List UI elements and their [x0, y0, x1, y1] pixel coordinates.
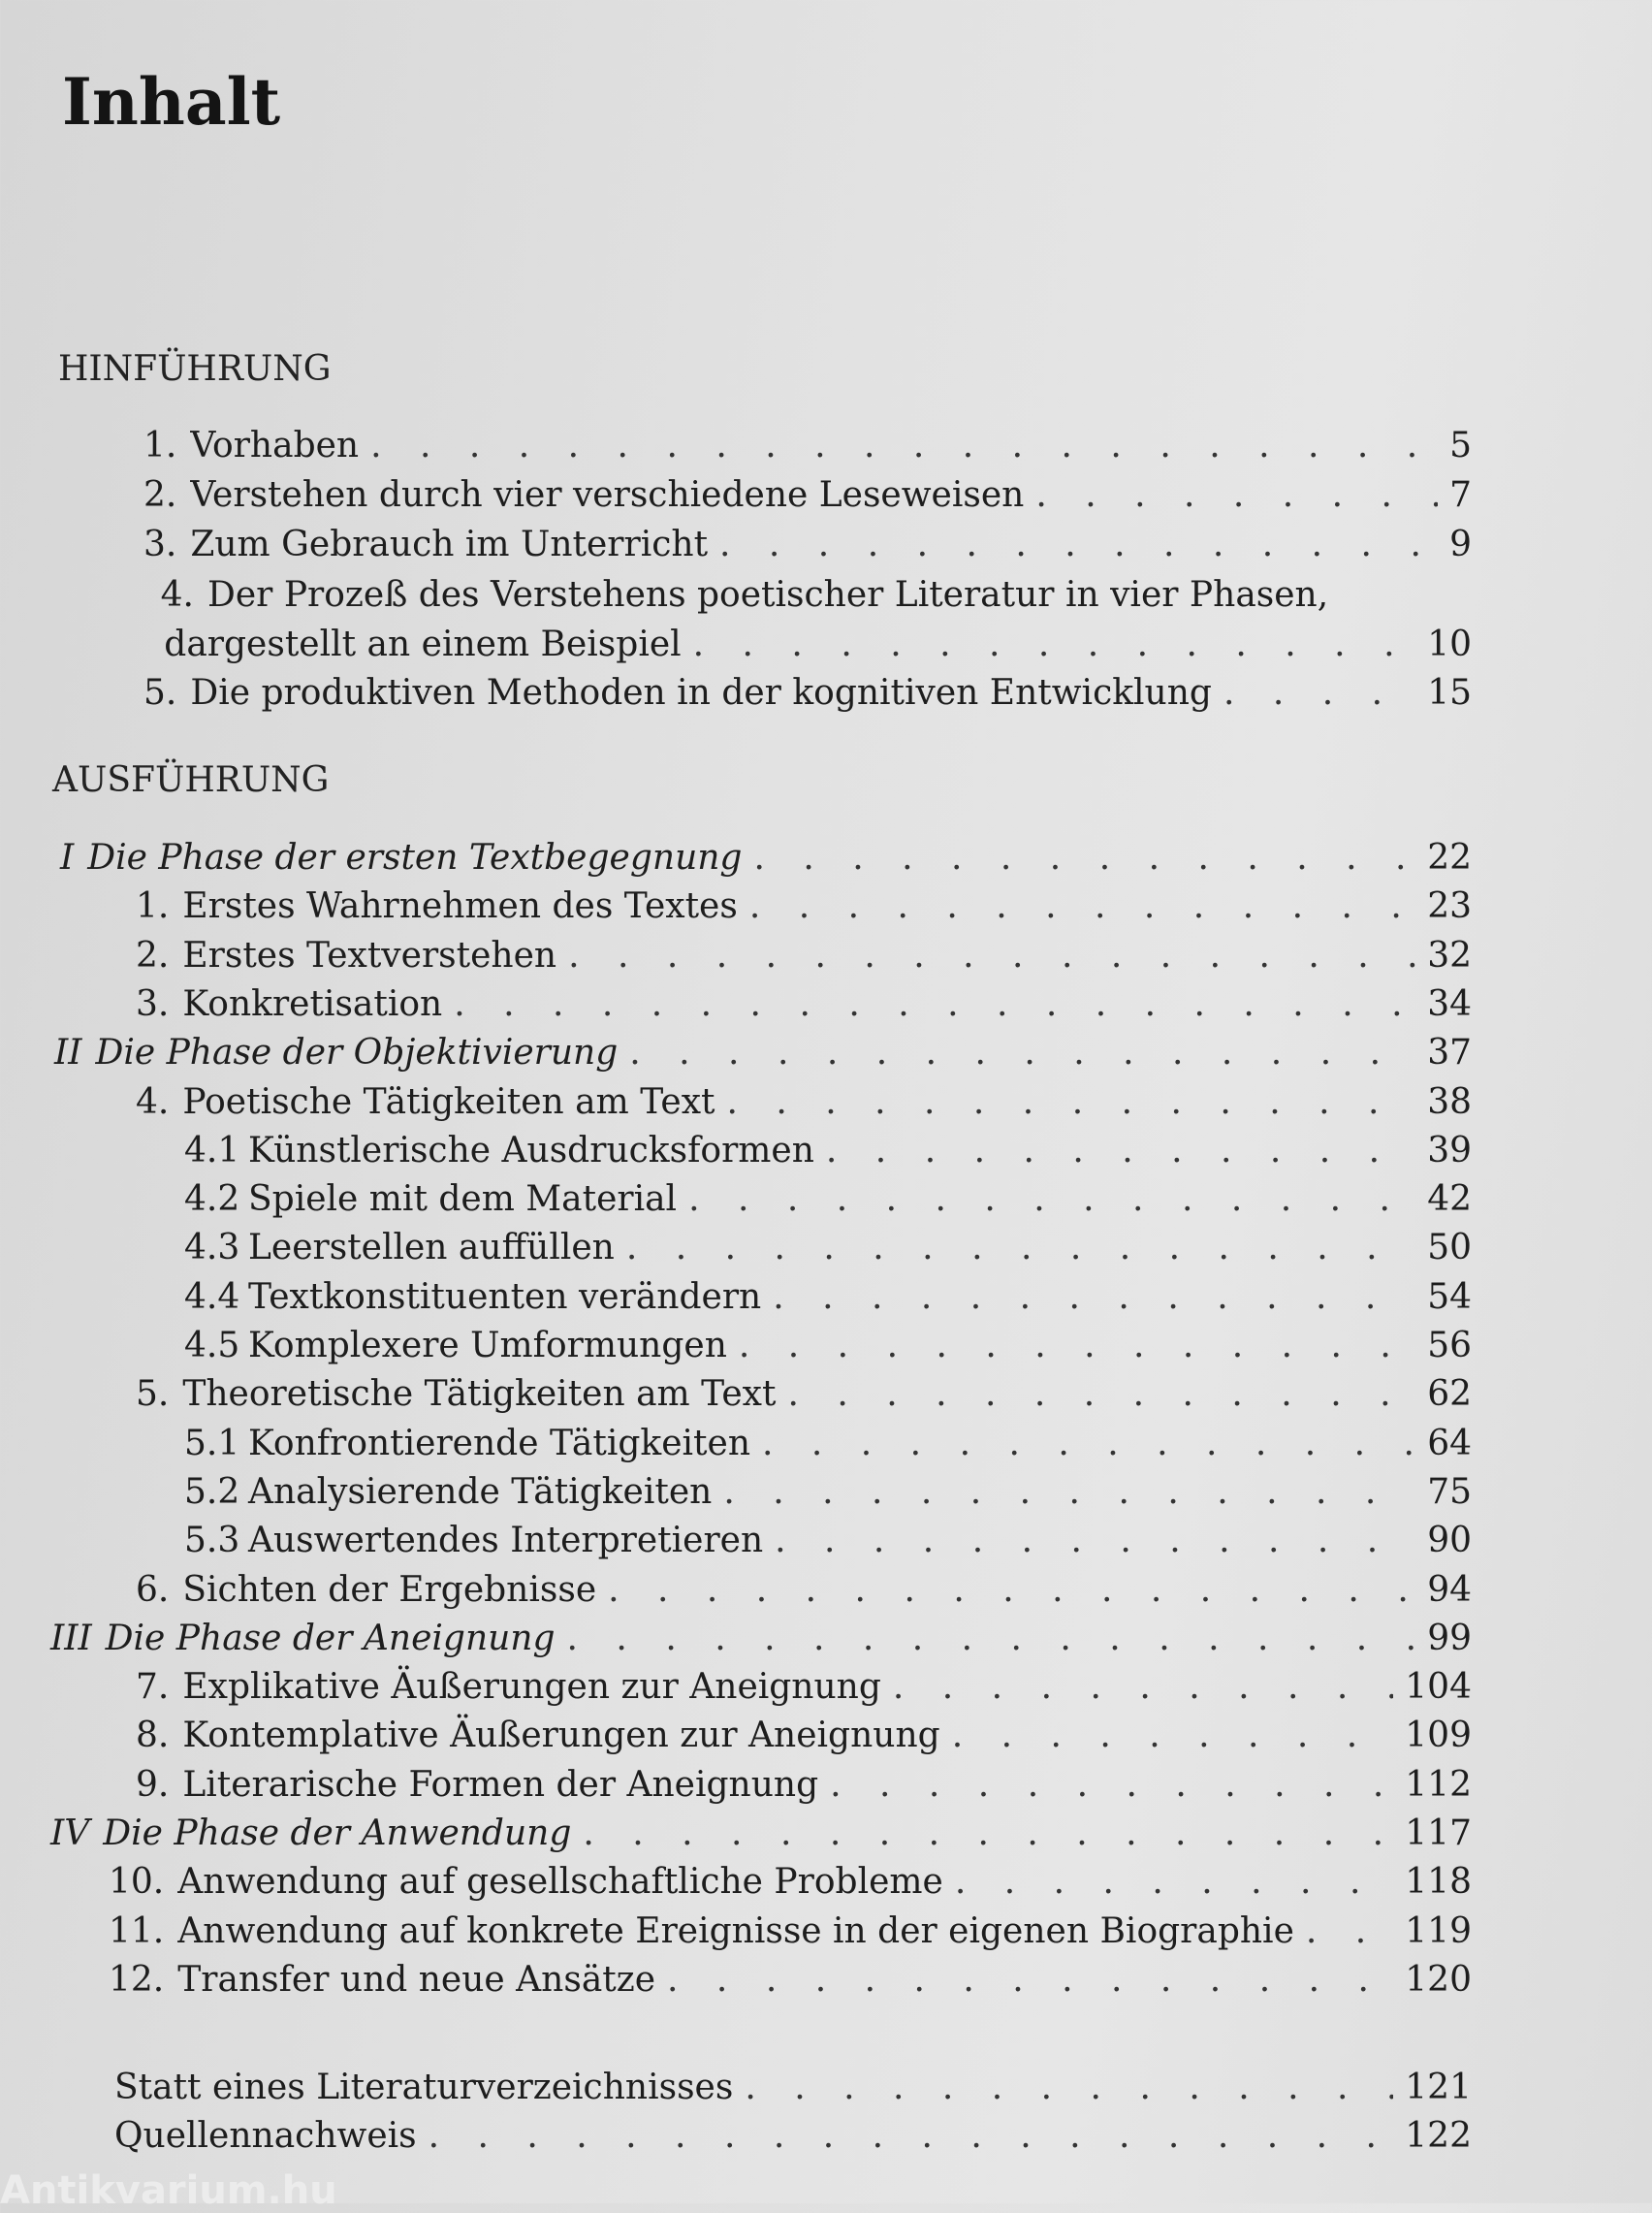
entry-label: Anwendung auf konkrete Ereignisse in der eigenen Biographie — [177, 1911, 1294, 1951]
dot-leader — [826, 1127, 1415, 1175]
dot-leader — [1306, 1908, 1393, 1956]
toc-entry[interactable] — [136, 1663, 1472, 1712]
dot-leader — [762, 1420, 1415, 1468]
entry-number: 2. — [143, 475, 177, 515]
entry-label: Anwendung auf gesellschaftliche Probleme — [177, 1862, 943, 1902]
entry-number: 4.4 — [184, 1277, 240, 1317]
entry-label: Konfrontierende Tätigkeiten — [248, 1424, 751, 1463]
dot-leader — [955, 1858, 1393, 1907]
entry-number: 8. — [136, 1716, 170, 1755]
entry-page: 10 — [1427, 625, 1472, 664]
entry-number: 5.3 — [184, 1521, 240, 1560]
dot-leader — [608, 1566, 1415, 1615]
toc-entry[interactable] — [184, 1224, 1472, 1272]
entry-label: Sichten der Ergebnisse — [182, 1570, 597, 1610]
entry-number: 4.3 — [184, 1228, 240, 1267]
entry-label: Die Phase der Anwendung — [103, 1813, 572, 1853]
entry-label: Quellennachweis — [114, 2116, 417, 2156]
entry-label: Leerstellen auffüllen — [248, 1228, 615, 1267]
entry-label: Literarische Formen der Aneignung — [182, 1765, 819, 1805]
entry-number: 4. — [160, 575, 194, 615]
entry-page: 39 — [1427, 1131, 1472, 1171]
entry-label: Die Phase der Aneignung — [105, 1619, 556, 1658]
entry-number: 10. — [109, 1862, 165, 1902]
dot-leader — [693, 621, 1416, 669]
entry-page: 15 — [1427, 673, 1472, 713]
toc-phase-entry[interactable] — [50, 1810, 1472, 1858]
entry-page: 34 — [1427, 984, 1472, 1024]
entry-number: 5.2 — [184, 1472, 240, 1512]
entry-label: Komplexere Umformungen — [248, 1326, 727, 1365]
entry-page: 109 — [1405, 1716, 1472, 1755]
toc-entry[interactable] — [136, 1712, 1472, 1760]
page-title: Inhalt — [62, 64, 281, 140]
dot-leader — [370, 422, 1438, 470]
entry-label: Die produktiven Methoden in der kognitiven Entwicklung — [190, 673, 1212, 713]
entry-number: I — [60, 838, 75, 878]
entry-number: II — [54, 1033, 82, 1073]
dot-leader — [629, 1029, 1415, 1077]
entry-page: 32 — [1427, 936, 1472, 976]
toc-entry[interactable] — [109, 1908, 1472, 1956]
entry-page: 38 — [1427, 1082, 1472, 1122]
entry-number: IV — [50, 1813, 90, 1853]
dot-leader — [726, 1078, 1415, 1127]
dot-leader — [567, 1615, 1416, 1663]
entry-label: Künstlerische Ausdrucksformen — [248, 1131, 814, 1171]
entry-number: 5. — [143, 673, 177, 713]
toc-entry-first-line[interactable] — [143, 571, 1328, 620]
entry-page: 122 — [1405, 2116, 1472, 2156]
toc-entry[interactable] — [136, 882, 1472, 931]
entry-label: Kontemplative Äußerungen zur Aneignung — [182, 1716, 940, 1755]
entry-label-line1: Der Prozeß des Verstehens poetischer Literatur in vier Phasen, — [207, 575, 1329, 615]
entry-page: 22 — [1427, 838, 1472, 878]
entry-page: 99 — [1427, 1619, 1472, 1658]
entry-page: 54 — [1427, 1277, 1472, 1317]
entry-label: Die Phase der Objektivierung — [95, 1033, 619, 1073]
entry-number: 4.1 — [184, 1131, 240, 1171]
entry-page: 119 — [1405, 1911, 1472, 1951]
toc-phase-entry[interactable] — [50, 1615, 1472, 1663]
toc-entry[interactable] — [143, 669, 1472, 718]
toc-entry[interactable] — [143, 471, 1472, 520]
dot-leader — [893, 1663, 1393, 1712]
entry-page: 37 — [1427, 1033, 1472, 1073]
toc-entry[interactable] — [114, 2112, 1472, 2161]
dot-leader — [583, 1810, 1393, 1858]
dot-leader — [719, 521, 1438, 569]
entry-label: Statt eines Literaturverzeichnisses — [114, 2068, 734, 2107]
entry-number: 9. — [136, 1765, 170, 1805]
entry-page: 117 — [1405, 1813, 1472, 1853]
toc-phase-entry[interactable] — [60, 834, 1472, 882]
toc-entry[interactable] — [136, 1566, 1472, 1615]
dot-leader — [753, 834, 1415, 882]
entry-number: 1. — [136, 886, 170, 926]
entry-number: 11. — [109, 1911, 165, 1951]
entry-number: 3. — [143, 525, 177, 564]
dot-leader — [667, 1956, 1393, 2005]
entry-page: 90 — [1427, 1521, 1472, 1560]
entry-number: 4.2 — [184, 1179, 240, 1219]
entry-label: Vorhaben — [190, 426, 360, 465]
entry-number: 6. — [136, 1570, 170, 1610]
entry-page: 7 — [1449, 475, 1472, 515]
entry-number: 1. — [143, 426, 177, 465]
entry-page: 56 — [1427, 1326, 1472, 1365]
entry-label: Transfer und neue Ansätze — [177, 1960, 656, 2000]
dot-leader — [745, 2064, 1393, 2112]
entry-page: 118 — [1405, 1862, 1472, 1902]
toc-entry[interactable] — [184, 1127, 1472, 1175]
toc-entry[interactable] — [136, 1761, 1472, 1810]
dot-leader — [773, 1273, 1415, 1322]
dot-leader — [1035, 471, 1438, 520]
toc-entry[interactable] — [184, 1273, 1472, 1322]
dot-leader — [739, 1322, 1415, 1370]
entry-label: Verstehen durch vier verschiedene Leseweisen — [190, 475, 1025, 515]
entry-label: Textkonstituenten verändern — [248, 1277, 762, 1317]
toc-phase-entry[interactable] — [54, 1029, 1472, 1077]
toc-entry[interactable] — [184, 1322, 1472, 1370]
entry-label: Theoretische Tätigkeiten am Text — [182, 1374, 777, 1414]
entry-label: dargestellt an einem Beispiel — [164, 625, 682, 664]
entry-number: 5.1 — [184, 1424, 240, 1463]
entry-label: Auswertendes Interpretieren — [248, 1521, 764, 1560]
entry-label: Poetische Tätigkeiten am Text — [182, 1082, 715, 1122]
entry-number: III — [50, 1619, 92, 1658]
dot-leader — [830, 1761, 1393, 1810]
dot-leader — [568, 932, 1415, 980]
entry-number: 4. — [136, 1082, 170, 1122]
dot-leader — [688, 1175, 1415, 1224]
entry-label: Zum Gebrauch im Unterricht — [190, 525, 709, 564]
toc-entry[interactable] — [143, 621, 1472, 669]
entry-number: 12. — [109, 1960, 165, 2000]
entry-page: 42 — [1427, 1179, 1472, 1219]
entry-number: 4.5 — [184, 1326, 240, 1365]
toc-entry[interactable] — [136, 1078, 1472, 1127]
dot-leader — [429, 2112, 1394, 2161]
toc-entry[interactable] — [109, 1956, 1472, 2005]
dot-leader — [787, 1370, 1415, 1419]
toc-entry[interactable] — [136, 980, 1472, 1029]
dot-leader — [952, 1712, 1394, 1760]
entry-label: Analysierende Tätigkeiten — [248, 1472, 713, 1512]
toc-entry[interactable] — [184, 1420, 1472, 1468]
toc-entry[interactable] — [136, 1370, 1472, 1419]
toc-entry[interactable] — [114, 2064, 1472, 2112]
section-heading-hinfuehrung: HINFÜHRUNG — [58, 349, 332, 389]
entry-page: 62 — [1427, 1374, 1472, 1414]
entry-page: 64 — [1427, 1424, 1472, 1463]
toc-entry[interactable] — [184, 1468, 1472, 1517]
dot-leader — [1223, 669, 1415, 718]
entry-page: 120 — [1405, 1960, 1472, 2000]
dot-leader — [775, 1517, 1415, 1565]
entry-number: 2. — [136, 936, 170, 976]
dot-leader — [749, 882, 1415, 931]
dot-leader — [454, 980, 1415, 1029]
entry-page: 9 — [1449, 525, 1472, 564]
entry-number: 7. — [136, 1667, 170, 1707]
entry-page: 75 — [1427, 1472, 1472, 1512]
section-heading-ausfuehrung: AUSFÜHRUNG — [52, 760, 330, 800]
watermark: Antikvarium.hu — [0, 2168, 337, 2213]
toc-entry[interactable] — [143, 422, 1472, 470]
entry-label: Die Phase der ersten Textbegegnung — [87, 838, 743, 878]
toc-entry[interactable] — [136, 932, 1472, 980]
toc-entry[interactable] — [109, 1858, 1472, 1907]
entry-page: 50 — [1427, 1228, 1472, 1267]
entry-page: 112 — [1405, 1765, 1472, 1805]
entry-page: 121 — [1405, 2068, 1472, 2107]
dot-leader — [626, 1224, 1415, 1272]
toc-entry[interactable] — [184, 1517, 1472, 1565]
entry-page: 23 — [1427, 886, 1472, 926]
entry-number: 3. — [136, 984, 170, 1024]
entry-number: 5. — [136, 1374, 170, 1414]
entry-label: Erstes Wahrnehmen des Textes — [182, 886, 738, 926]
entry-page: 5 — [1449, 426, 1472, 465]
entry-label: Erstes Textverstehen — [182, 936, 557, 976]
entry-label: Konkretisation — [182, 984, 443, 1024]
entry-label: Spiele mit dem Material — [248, 1179, 678, 1219]
toc-entry[interactable] — [184, 1175, 1472, 1224]
entry-page: 104 — [1405, 1667, 1472, 1707]
dot-leader — [723, 1468, 1415, 1517]
entry-page: 94 — [1427, 1570, 1472, 1610]
toc-entry[interactable] — [143, 521, 1472, 569]
entry-label: Explikative Äußerungen zur Aneignung — [182, 1667, 881, 1707]
